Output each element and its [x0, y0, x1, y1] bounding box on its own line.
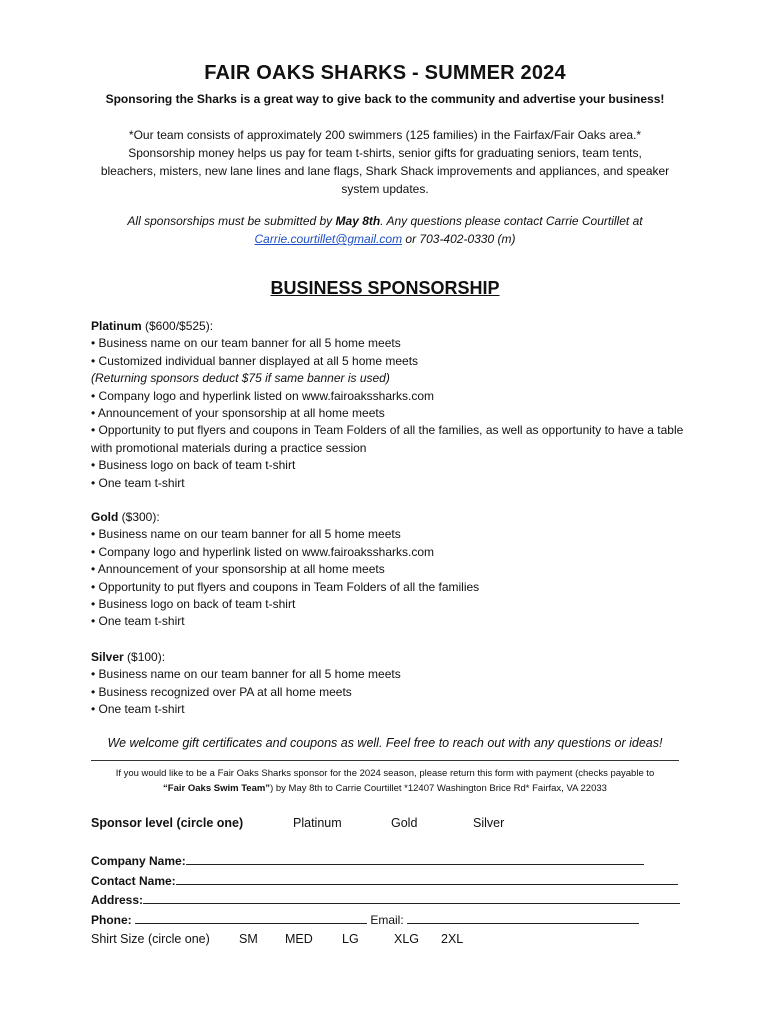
shirt-size-xlg[interactable]: XLG [394, 932, 420, 946]
list-item: • Business recognized over PA at all home meets [91, 684, 352, 699]
tier-name: Gold [91, 510, 119, 524]
list-item: • Opportunity to put flyers and coupons in Team Folders of all the families [91, 579, 480, 594]
shirt-size-lg[interactable]: LG [342, 932, 359, 946]
deadline-paragraph [100, 212, 670, 248]
level-option-silver[interactable]: Silver [473, 816, 505, 830]
tier-price: ($300): [118, 510, 160, 524]
intro-paragraph: *Our team consists of approximately 200 swimmers (125 families) in the Fairfax/Fair Oaks area.* Sponsorship money helps us pay for team t-shirts, senior gifts for graduating seniors, team tents, bleachers, misters, new lane lines and lane flags, Shark Shack improvements and appliances, and speaker system updates. [100, 128, 670, 196]
list-item: • Business logo on back of team t-shirt [91, 458, 296, 473]
list-item: • Customized individual banner displayed at all 5 home meets [91, 353, 419, 368]
address-row [91, 892, 680, 907]
tier-price: ($600/$525): [141, 319, 214, 333]
list-item: • One team t-shirt [91, 614, 185, 629]
company-name-label: Company Name: [91, 854, 186, 868]
instructions-line2: ) by May 8th to Carrie Courtillet *12407 Washington Brice Rd* Fairfax, VA 22033 [270, 782, 607, 794]
phone-email-row [91, 912, 639, 927]
deadline-date: May 8th [335, 214, 381, 228]
shirt-size-label: Shirt Size (circle one) [91, 932, 210, 946]
contact-name-label: Contact Name: [91, 874, 176, 888]
company-name-input[interactable] [186, 853, 644, 865]
shirt-size-med[interactable]: MED [285, 932, 313, 946]
contact-name-row [91, 873, 678, 888]
list-item: • Business name on our team banner for all 5 home meets [91, 527, 401, 542]
tier-name: Platinum [91, 319, 142, 333]
list-item: • Business name on our team banner for all 5 home meets [91, 667, 401, 682]
list-item: • Business logo on back of team t-shirt [91, 597, 296, 612]
instructions-line1: If you would like to be a Fair Oaks Sharks sponsor for the 2024 season, please return this form with payment (checks payable to [115, 768, 655, 779]
section-heading: BUSINESS SPONSORSHIP [270, 278, 500, 298]
tier-price: ($100): [123, 650, 166, 664]
list-item: • Business name on our team banner for all 5 home meets [91, 336, 401, 351]
level-option-gold[interactable]: Gold [391, 816, 418, 830]
list-item: • One team t-shirt [91, 475, 185, 490]
welcome-note: We welcome gift certificates and coupons as well. Feel free to reach out with any questions or ideas! [107, 736, 663, 750]
address-input[interactable] [143, 892, 680, 904]
divider [91, 760, 679, 761]
deadline-middle: . Any questions please contact Carrie Courtillet at [380, 214, 643, 228]
list-item: • Opportunity to put flyers and coupons in Team Folders of all the families, as well as opportunity to have a table with promotional materials during a practice session [91, 423, 684, 455]
list-item: • One team t-shirt [91, 702, 185, 717]
shirt-size-2xl[interactable]: 2XL [441, 932, 464, 946]
contact-name-input[interactable] [176, 873, 678, 885]
list-item-note: (Returning sponsors deduct $75 if same banner is used) [91, 371, 390, 386]
return-instructions [80, 767, 690, 796]
tier-name: Silver [91, 650, 124, 664]
tier-silver [91, 649, 691, 719]
shirt-size-sm[interactable]: SM [239, 932, 258, 946]
payee-name: “Fair Oaks Swim Team” [163, 782, 271, 794]
list-item: • Company logo and hyperlink listed on www.fairoakssharks.com [91, 388, 435, 403]
phone-label: Phone: [91, 913, 135, 927]
deadline-prefix: All sponsorships must be submitted by [127, 214, 336, 228]
contact-email-link[interactable]: Carrie.courtillet@gmail.com [254, 232, 403, 246]
sponsor-level-label: Sponsor level (circle one) [91, 816, 244, 830]
company-name-row [91, 853, 644, 868]
subtitle: Sponsoring the Sharks is a great way to give back to the community and advertise your business! [105, 92, 665, 106]
tier-gold [91, 509, 691, 631]
list-item: • Company logo and hyperlink listed on www.fairoakssharks.com [91, 544, 435, 559]
phone-input[interactable] [135, 912, 367, 924]
contact-phone: or 703-402-0330 (m) [402, 232, 516, 246]
level-option-platinum[interactable]: Platinum [293, 816, 342, 830]
address-label: Address: [91, 893, 144, 907]
tier-platinum [91, 318, 691, 492]
page-title: FAIR OAKS SHARKS - SUMMER 2024 [204, 62, 566, 84]
email-label: Email: [367, 913, 408, 927]
list-item: • Announcement of your sponsorship at all home meets [91, 562, 385, 577]
email-input[interactable] [407, 912, 639, 924]
list-item: • Announcement of your sponsorship at all home meets [91, 406, 385, 421]
